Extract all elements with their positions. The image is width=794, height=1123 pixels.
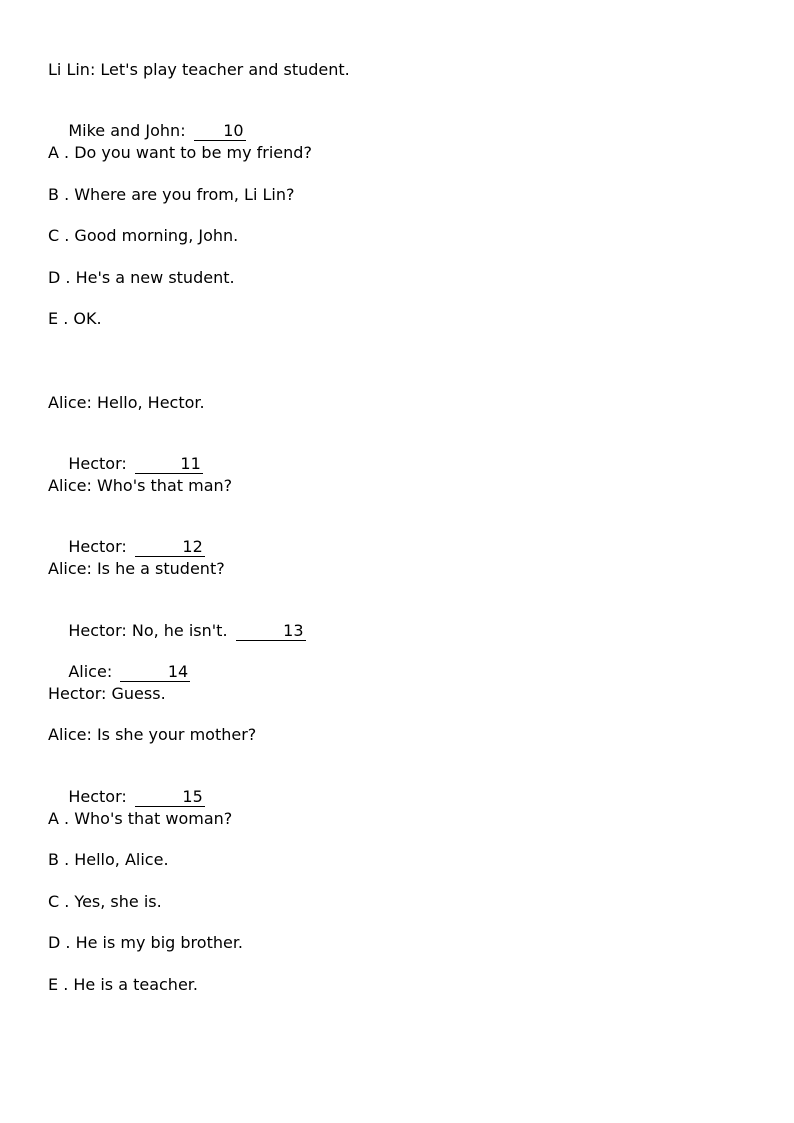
speaker-label: Alice:: [68, 662, 113, 681]
speaker-label: Hector:: [68, 787, 127, 806]
answer-blank: 15: [135, 788, 205, 807]
option-line: B . Hello, Alice.: [48, 850, 169, 869]
dialogue-line: Li Lin: Let's play teacher and student.: [48, 60, 350, 79]
answer-blank: 10: [194, 122, 246, 141]
dialogue-line: Alice: Hello, Hector.: [48, 393, 205, 412]
option-line: A . Do you want to be my friend?: [48, 143, 312, 162]
answer-blank: 14: [120, 663, 190, 682]
option-line: E . OK.: [48, 309, 102, 328]
option-line: C . Good morning, John.: [48, 226, 239, 245]
option-line: A . Who's that woman?: [48, 809, 233, 828]
dialogue-line: Hector: Guess.: [48, 684, 166, 703]
dialogue-line: Alice: Is he a student?: [48, 559, 225, 578]
dialogue-line: Alice: Is she your mother?: [48, 725, 257, 744]
option-line: E . He is a teacher.: [48, 975, 198, 994]
dialogue-line: Alice: Who's that man?: [48, 476, 233, 495]
speaker-label: Hector:: [68, 454, 127, 473]
option-line: C . Yes, she is.: [48, 892, 162, 911]
option-line: D . He is my big brother.: [48, 933, 244, 952]
speaker-label: Hector: No, he isn't.: [68, 621, 228, 640]
speaker-label: Mike and John:: [68, 121, 186, 140]
option-line: D . He's a new student.: [48, 268, 235, 287]
answer-blank: 13: [236, 622, 306, 641]
speaker-label: Hector:: [68, 537, 127, 556]
answer-blank: 11: [135, 455, 203, 474]
answer-blank: 12: [135, 538, 205, 557]
option-line: B . Where are you from, Li Lin?: [48, 185, 295, 204]
